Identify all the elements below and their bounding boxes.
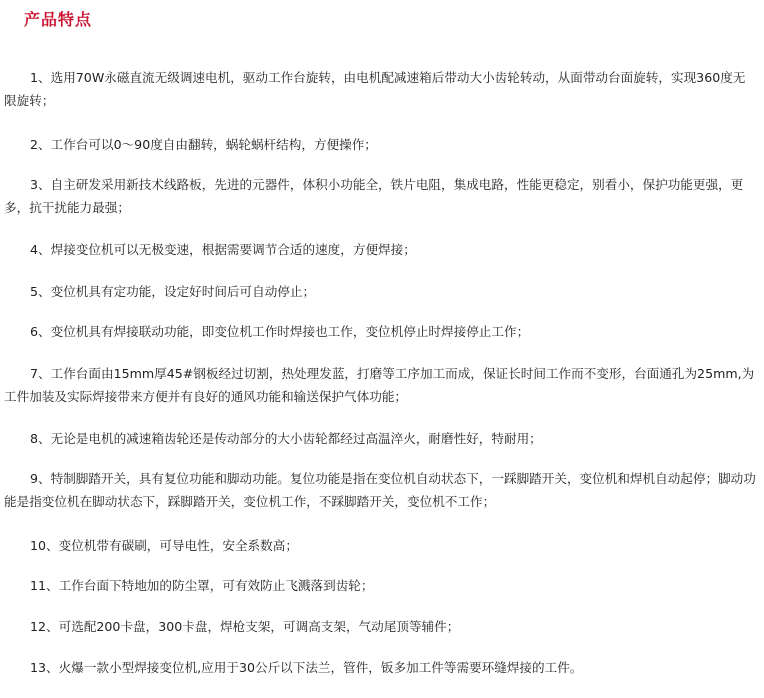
feature-number: 7、 bbox=[30, 366, 51, 381]
feature-number: 5、 bbox=[30, 284, 51, 299]
feature-number: 3、 bbox=[30, 177, 51, 192]
feature-item bbox=[4, 574, 756, 597]
feature-number: 2、 bbox=[30, 137, 51, 152]
feature-text: 火爆一款小型焊接变位机,应用于30公斤以下法兰，管件，钣多加工件等需要环缝焊接的工件。 bbox=[58, 660, 583, 675]
feature-number: 1、 bbox=[30, 70, 51, 85]
feature-text: 变位机具有焊接联动功能，即变位机工作时焊接也工作，变位机停止时焊接停止工作； bbox=[50, 324, 530, 339]
feature-number: 11、 bbox=[30, 578, 59, 593]
feature-number: 9、 bbox=[30, 471, 51, 486]
feature-number: 8、 bbox=[30, 431, 51, 446]
feature-item bbox=[4, 534, 756, 557]
feature-item bbox=[4, 467, 756, 513]
feature-item bbox=[4, 656, 756, 679]
feature-item bbox=[4, 362, 756, 408]
feature-text: 焊接变位机可以无极变速，根据需要调节合适的速度，方便焊接； bbox=[50, 242, 416, 257]
feature-number: 10、 bbox=[30, 538, 59, 553]
feature-text: 自主研发采用新技术线路板，先进的元器件，体积小功能全，铁片电阻，集成电路，性能更稳定，别看小，保护功能更强，更多，抗干扰能力最强； bbox=[4, 177, 744, 215]
feature-item bbox=[4, 280, 756, 303]
feature-text: 变位机具有定功能，设定好时间后可自动停止； bbox=[50, 284, 316, 299]
feature-number: 13、 bbox=[30, 660, 59, 675]
feature-text: 工作台面由15mm厚45#钢板经过切割，热处理发蓝，打磨等工序加工而成，保证长时间工作而不变形，台面通孔为25mm,为工件加装及实际焊接带来方便并有良好的通风功能和输送保护气体功能； bbox=[4, 366, 755, 404]
feature-item bbox=[4, 66, 756, 112]
feature-number: 12、 bbox=[30, 619, 59, 634]
feature-text: 选用70W永磁直流无级调速电机，驱动工作台旋转，由电机配减速箱后带动大小齿轮转动，从面带动台面旋转，实现360度无限旋转； bbox=[4, 70, 746, 108]
feature-item bbox=[4, 320, 756, 343]
feature-number: 6、 bbox=[30, 324, 51, 339]
feature-text: 工作台可以0～90度自由翻转，蜗轮蜗杆结构，方便操作； bbox=[50, 137, 377, 152]
feature-item bbox=[4, 615, 756, 638]
feature-item bbox=[4, 238, 756, 261]
feature-text: 无论是电机的减速箱齿轮还是传动部分的大小齿轮都经过高温淬火，耐磨性好，特耐用； bbox=[50, 431, 542, 446]
feature-text: 特制脚踏开关，具有复位功能和脚动功能。复位功能是指在变位机自动状态下，一踩脚踏开关，变位机和焊机自动起停；脚动功能是指变位机在脚动状态下，踩脚踏开关，变位机工作，不踩脚踏开关，变位机不工作； bbox=[4, 471, 756, 509]
page-title: 产品特点 bbox=[24, 10, 93, 29]
feature-item bbox=[4, 133, 756, 156]
feature-item bbox=[4, 173, 756, 219]
feature-item bbox=[4, 427, 756, 450]
feature-number: 4、 bbox=[30, 242, 51, 257]
feature-text: 可选配200卡盘，300卡盘，焊枪支架，可调高支架，气动尾顶等辅件； bbox=[58, 619, 460, 634]
feature-text: 工作台面下特地加的防尘罩，可有效防止飞溅落到齿轮； bbox=[58, 578, 374, 593]
feature-text: 变位机带有碳刷，可导电性，安全系数高； bbox=[58, 538, 298, 553]
